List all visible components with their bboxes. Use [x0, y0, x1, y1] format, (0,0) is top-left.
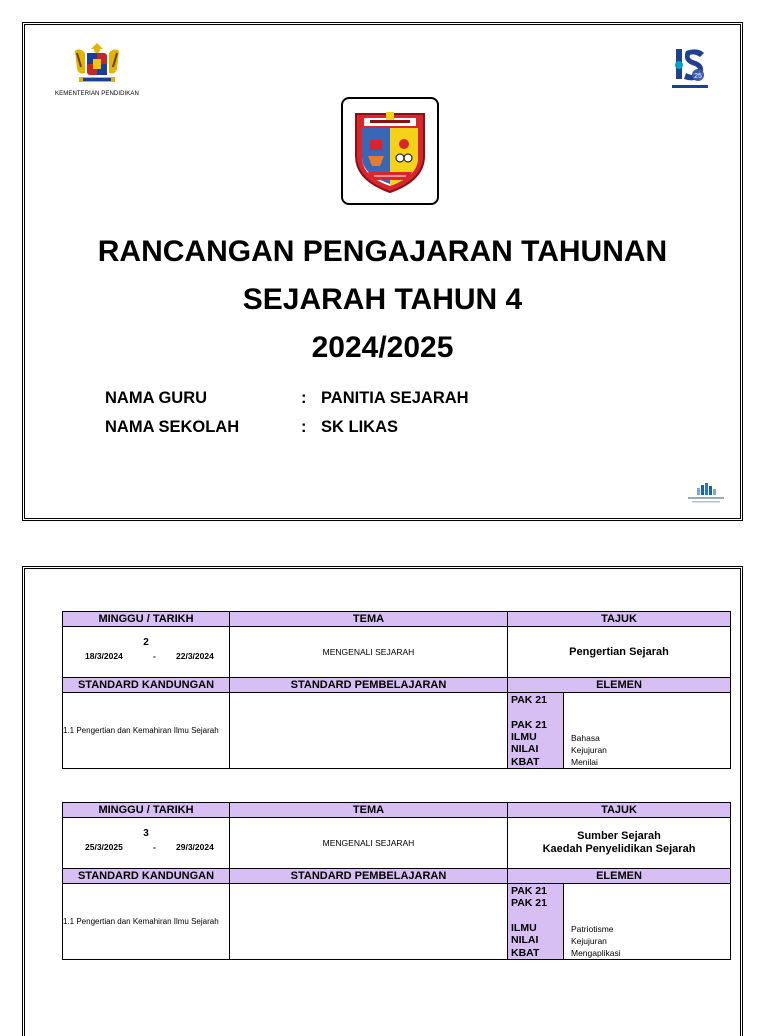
header-tema: TEMA: [230, 612, 508, 627]
elemen-value: Bahasa: [571, 733, 600, 743]
tajuk-line: Sumber Sejarah: [577, 830, 661, 842]
teacher-value: PANITIA SEJARAH: [321, 389, 469, 407]
school-crest-icon: [350, 106, 430, 196]
header-minggu: MINGGU / TARIKH: [63, 612, 230, 627]
elemen-cell: [508, 884, 731, 960]
ministry-caption: KEMENTERIAN PENDIDIKAN: [55, 91, 139, 97]
header-elemen: ELEMEN: [508, 678, 731, 693]
elemen-label: PAK 21: [511, 719, 547, 731]
elemen-label: NILAI: [511, 743, 539, 755]
date-dash: -: [153, 842, 156, 852]
header-sp: STANDARD PEMBELAJARAN: [230, 678, 508, 693]
malaysia-coat-of-arms-icon: [69, 39, 125, 85]
elemen-separator: [563, 884, 564, 959]
week-date-cell: [63, 627, 230, 678]
teacher-colon: :: [301, 389, 307, 407]
elemen-label: PAK 21: [511, 694, 547, 706]
week-body-row: [63, 884, 731, 960]
header-elemen: ELEMEN: [508, 869, 731, 884]
teacher-label: NAMA GURU: [105, 389, 208, 407]
date-start: 18/3/2024: [85, 651, 123, 661]
header-row-2: [63, 678, 731, 693]
elemen-label: ILMU: [511, 922, 537, 934]
elemen-label: KBAT: [511, 756, 540, 768]
elemen-label: NILAI: [511, 934, 539, 946]
title-line-2: SEJARAH TAHUN 4: [242, 283, 523, 316]
week-number: 3: [143, 828, 149, 839]
elemen-value: Kejujuran: [571, 936, 607, 946]
school-crest: [341, 97, 439, 205]
header-minggu: MINGGU / TARIKH: [63, 803, 230, 818]
date-end: 29/3/2024: [176, 842, 214, 852]
tajuk-line: Pengertian Sejarah: [569, 645, 669, 658]
header-row-2: [63, 869, 731, 884]
header-row: [63, 612, 731, 627]
elemen-label: ILMU: [511, 731, 537, 743]
week-number: 2: [143, 637, 149, 648]
elemen-label: PAK 21: [511, 885, 547, 897]
tajuk-cell: [508, 627, 731, 678]
tema-cell: MENGENALI SEJARAH: [230, 627, 508, 678]
ministry-logo: [47, 39, 147, 97]
elemen-separator: [563, 693, 564, 768]
elemen-value: Menilai: [571, 757, 598, 767]
header-tema: TEMA: [230, 803, 508, 818]
title-line-3: 2024/2025: [311, 331, 454, 364]
header-tajuk: TAJUK: [508, 612, 731, 627]
header-row: [63, 803, 731, 818]
svg-text:25: 25: [694, 73, 702, 80]
standard-kandungan: 1.1 Pengertian dan Kemahiran Ilmu Sejarah: [63, 693, 230, 769]
tema-cell: MENGENALI SEJARAH: [230, 818, 508, 869]
week-body-row: [63, 693, 731, 769]
elemen-label: KBAT: [511, 947, 540, 959]
school-value: SK LIKAS: [321, 418, 399, 436]
week-date-cell: [63, 818, 230, 869]
header-sp: STANDARD PEMBELAJARAN: [230, 869, 508, 884]
header-sk: STANDARD KANDUNGAN: [63, 869, 230, 884]
school-row: [105, 418, 398, 437]
school-colon: :: [301, 418, 307, 436]
date-start: 25/3/2025: [85, 842, 123, 852]
week-info-row: [63, 627, 731, 678]
tajuk-cell: [508, 818, 731, 869]
standard-pembelajaran: [230, 693, 508, 769]
weekly-plan-page: [22, 566, 743, 1036]
date-dash: -: [153, 651, 156, 661]
school-label: NAMA SEKOLAH: [105, 418, 240, 436]
header-tajuk: TAJUK: [508, 803, 731, 818]
elemen-value: Kejujuran: [571, 745, 607, 755]
elemen-label: PAK 21: [511, 897, 547, 909]
elemen-value: Mengaplikasi: [571, 948, 621, 958]
elemen-value: Patriotisme: [571, 924, 614, 934]
elemen-cell: [508, 693, 731, 769]
week-table: [62, 802, 731, 960]
title-line-1: RANCANGAN PENGAJARAN TAHUNAN: [97, 235, 668, 268]
header-sk: STANDARD KANDUNGAN: [63, 678, 230, 693]
date-end: 22/3/2024: [176, 651, 214, 661]
teacher-row: [105, 389, 469, 408]
week-info-row: [63, 818, 731, 869]
is25-logo-icon: [668, 45, 712, 93]
standard-pembelajaran: [230, 884, 508, 960]
footer-logo-icon: [684, 483, 728, 505]
footer-logo: [684, 483, 728, 510]
tajuk-line: Kaedah Penyelidikan Sejarah: [542, 843, 696, 855]
cover-page: [22, 22, 743, 521]
is25-logo: [668, 45, 712, 98]
standard-kandungan: 1.1 Pengertian dan Kemahiran Ilmu Sejarah: [63, 884, 230, 960]
week-table: [62, 611, 731, 769]
